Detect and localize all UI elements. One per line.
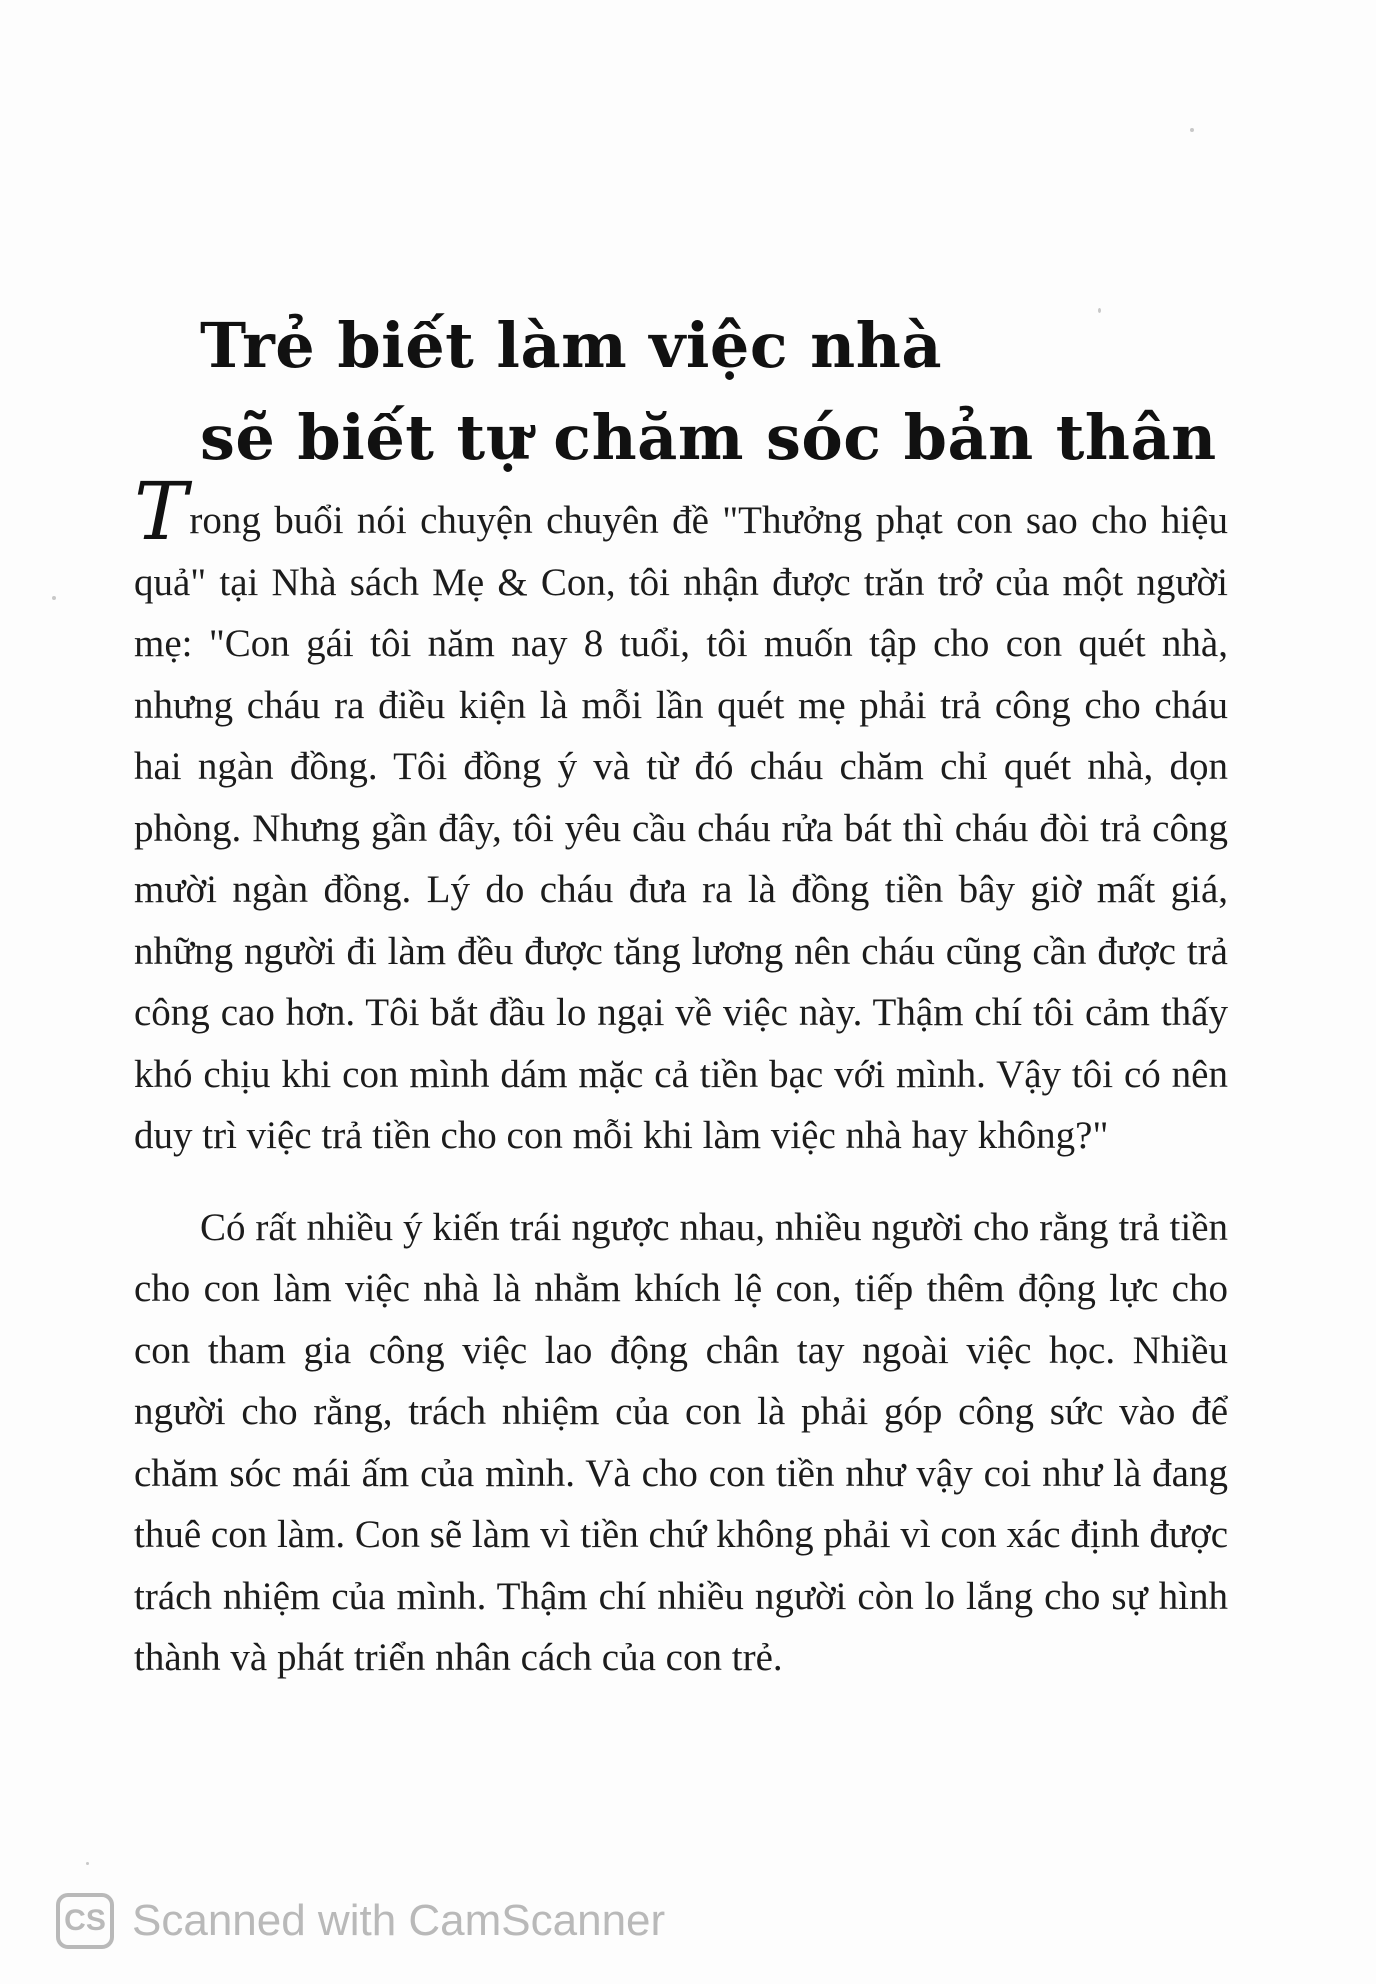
drop-cap: T bbox=[134, 465, 188, 558]
paragraph-1-text: rong buổi nói chuyện chuyên đề "Thưởng phạt con sao cho hiệu quả" tại Nhà sách Mẹ & Con, tôi nhận được trăn trở của một người mẹ: "Con gái tôi năm nay 8 tuổi, tôi muốn tập cho con quét nhà, nhưng cháu ra điều kiện là mỗi lần quét mẹ phải trả công cho cháu hai ngàn đồng. Tôi đồng ý và từ đó cháu chăm chỉ quét nhà, dọn phòng. Nhưng gần đây, tôi yêu cầu cháu rửa bát thì cháu đòi trả công mười ngàn đồng. Lý do cháu đưa ra là đồng tiền bây giờ mất giá, những người đi làm đều được tăng lương nên cháu cũng cần được trả công cao hơn. Tôi bắt đầu lo ngại về việc này. Thậm chí tôi cảm thấy khó chịu khi con mình dám mặc cả tiền bạc với mình. Vậy tôi có nên duy trì việc trả tiền cho con mỗi khi làm việc nhà hay không?" bbox=[134, 499, 1228, 1157]
camscanner-logo-icon: CS bbox=[56, 1893, 114, 1949]
scan-speck bbox=[86, 1862, 89, 1865]
chapter-title bbox=[200, 300, 1217, 484]
scan-speck bbox=[1190, 128, 1194, 132]
scan-speck bbox=[52, 596, 56, 600]
chapter-title-line-2: sẽ biết tự chăm sóc bản thân bbox=[200, 401, 1217, 474]
camscanner-watermark bbox=[56, 1888, 665, 1954]
watermark-text: Scanned with CamScanner bbox=[132, 1896, 666, 1945]
chapter-title-line-1: Trẻ biết làm việc nhà bbox=[200, 309, 942, 382]
scan-speck bbox=[1098, 308, 1101, 313]
body-text bbox=[134, 465, 1228, 1689]
paragraph-1 bbox=[134, 465, 1228, 1167]
paragraph-2: Có rất nhiều ý kiến trái ngược nhau, nhiều người cho rằng trả tiền cho con làm việc nhà là nhằm khích lệ con, tiếp thêm động lực cho con tham gia công việc lao động chân tay ngoài việc học. Nhiều người cho rằng, trách nhiệm của con là phải góp công sức vào để chăm sóc mái ấm của mình. Và cho con tiền như vậy coi như là đang thuê con làm. Con sẽ làm vì tiền chứ không phải vì con xác định được trách nhiệm của mình. Thậm chí nhiều người còn lo lắng cho sự hình thành và phát triển nhân cách của con trẻ. bbox=[134, 1205, 1228, 1679]
